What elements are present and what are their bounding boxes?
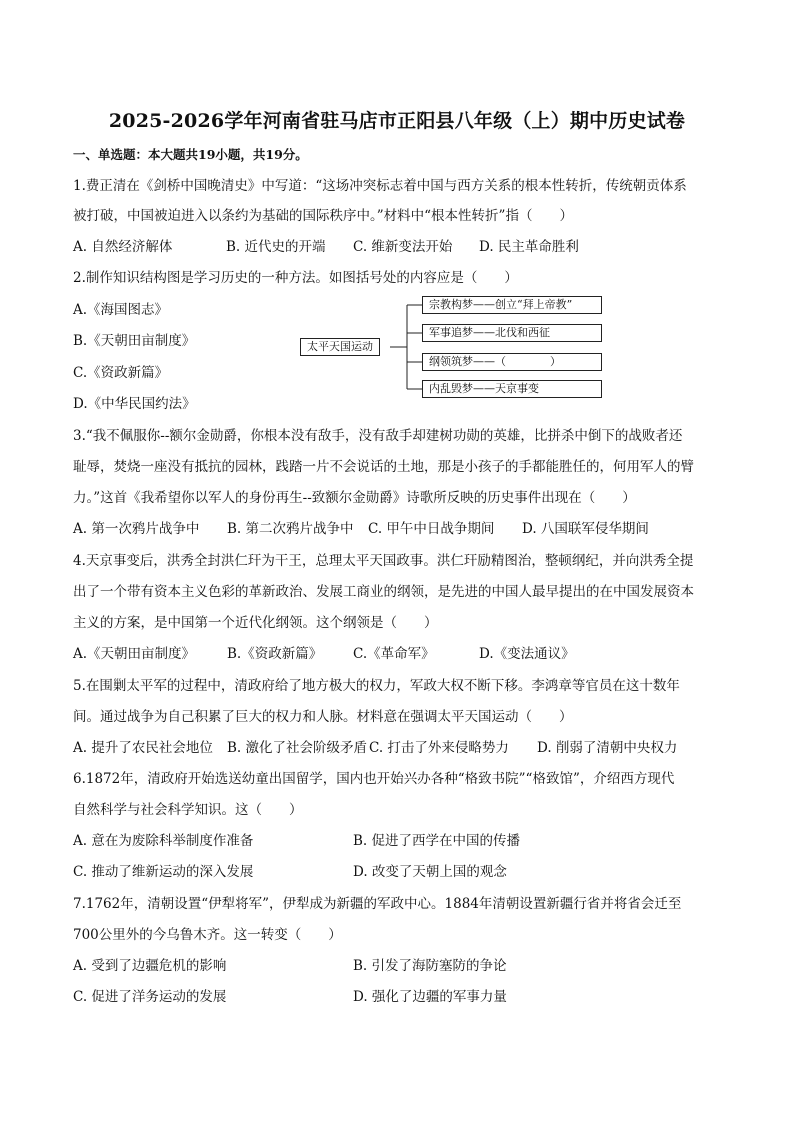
question-6-option-a[interactable]: A. 意在为废除科举制度作准备 — [73, 833, 254, 849]
question-6-option-c[interactable]: C. 推动了维新运动的深入发展 — [73, 864, 254, 880]
question-3-options — [73, 520, 649, 538]
question-1-stem-line-2: 被打破，中国被迫进入以条约为基础的国际秩序中。”材料中“根本性转折”指（ ） — [73, 208, 573, 224]
knowledge-structure-diagram — [300, 295, 610, 401]
question-3-stem-line-3: 力。”这首《我希望你以军人的身份再生--致额尔金勋爵》诗歌所反映的历史事件出现在（ ） — [73, 490, 636, 506]
question-4-option-b[interactable]: B.《资政新篇》 — [227, 646, 323, 662]
question-2-option-d[interactable]: D.《中华民国约法》 — [73, 396, 196, 412]
question-7-stem-line-1: 7.1762年，清朝设置“伊犁将军”，伊犁成为新疆的军政中心。1884年清朝设置新疆行省并将省会迁至 — [73, 896, 682, 912]
question-5-option-a[interactable]: A. 提升了农民社会地位 — [73, 740, 213, 756]
question-7-option-b[interactable]: B. 引发了海防塞防的争论 — [353, 958, 507, 974]
question-7-option-d[interactable]: D. 强化了边疆的军事力量 — [353, 989, 507, 1005]
question-1-option-d[interactable]: D. 民主革命胜利 — [479, 239, 579, 255]
diagram-root-box: 太平天国运动 — [300, 338, 380, 356]
question-4-stem-line-2: 出了一个带有资本主义色彩的革新政治、发展工商业的纲领，是先进的中国人最早提出的在中国发展资本 — [73, 584, 694, 600]
question-7-stem-line-2: 700公里外的今乌鲁木齐。这一转变（ ） — [73, 927, 342, 943]
question-1-option-a[interactable]: A. 自然经济解体 — [73, 239, 173, 255]
question-6-stem-line-1: 6.1872年，清政府开始选送幼童出国留学，国内也开始兴办各种“格致书院”“格致馆”，介绍西方现代 — [73, 771, 675, 787]
diagram-branch-1: 宗教构梦——创立“拜上帝教” — [422, 296, 602, 314]
question-3-stem-line-2: 耻辱，焚烧一座没有抵抗的园林，践踏一片不会说话的土地，那是小孩子的手都能胜任的，何用军人的臂 — [73, 459, 694, 475]
question-1-options — [73, 238, 579, 256]
question-6-option-b[interactable]: B. 促进了西学在中国的传播 — [353, 833, 521, 849]
question-3-stem-line-1: 3.“我不佩服你--额尔金勋爵，你根本没有敌手，没有敌手却建树功勋的英雄，比拼杀中倒下的战败者还 — [73, 428, 683, 444]
question-7-option-a[interactable]: A. 受到了边疆危机的影响 — [73, 958, 227, 974]
question-3-option-c[interactable]: C. 甲午中日战争期间 — [368, 521, 495, 537]
question-3-option-a[interactable]: A. 第一次鸦片战争中 — [73, 521, 200, 537]
question-6-stem-line-2: 自然科学与社会科学知识。这（ ） — [73, 802, 303, 818]
question-4-stem-line-3: 主义的方案，是中国第一个近代化纲领。这个纲领是（ ） — [73, 615, 438, 631]
question-5-option-b[interactable]: B. 激化了社会阶级矛盾 — [227, 740, 368, 756]
question-5-stem-line-2: 间。通过战争为自己积累了巨大的权力和人脉。材料意在强调太平天国运动（ ） — [73, 709, 573, 725]
question-7-option-c[interactable]: C. 促进了洋务运动的发展 — [73, 989, 227, 1005]
page-title: 2025-2026学年河南省驻马店市正阳县八年级（上）期中历史试卷 — [108, 110, 686, 132]
question-4-stem-line-1: 4.天京事变后，洪秀全封洪仁玕为干王，总理太平天国政事。洪仁玕励精图治，整顿纲纪，并向洪秀全提 — [73, 553, 694, 569]
question-5-option-c[interactable]: C. 打击了外来侵略势力 — [369, 740, 509, 756]
question-2-option-c[interactable]: C.《资政新篇》 — [73, 365, 169, 381]
question-1-option-b[interactable]: B. 近代史的开端 — [226, 239, 326, 255]
question-3-option-b[interactable]: B. 第二次鸦片战争中 — [227, 521, 354, 537]
question-4-option-a[interactable]: A.《天朝田亩制度》 — [73, 646, 196, 662]
question-4-option-d[interactable]: D.《变法通议》 — [479, 646, 575, 662]
question-6-option-d[interactable]: D. 改变了天朝上国的观念 — [353, 864, 507, 880]
diagram-branch-3: 纲领筑梦——（ ） — [422, 353, 602, 371]
question-5-options — [73, 739, 677, 757]
question-1-option-c[interactable]: C. 维新变法开始 — [353, 239, 453, 255]
question-2-option-a[interactable]: A.《海国图志》 — [73, 302, 169, 318]
question-4-option-c[interactable]: C.《革命军》 — [353, 646, 435, 662]
section-heading: 一、单选题：本大题共19小题，共19分。 — [73, 147, 308, 162]
question-2-option-b[interactable]: B.《天朝田亩制度》 — [73, 333, 196, 349]
question-1-stem-line-1: 1.费正清在《剑桥中国晚清史》中写道：“这场冲突标志着中国与西方关系的根本性转折，传统朝贡体系 — [73, 178, 687, 194]
question-4-options — [73, 645, 575, 663]
question-2-stem: 2.制作知识结构图是学习历史的一种方法。如图括号处的内容应是（ ） — [73, 270, 518, 286]
question-5-option-d[interactable]: D. 削弱了清朝中央权力 — [537, 740, 678, 756]
diagram-branch-2: 军事追梦——北伐和西征 — [422, 324, 602, 342]
diagram-branch-4: 内乱毁梦——天京事变 — [422, 380, 602, 398]
question-5-stem-line-1: 5.在围剿太平军的过程中，清政府给了地方极大的权力，军政大权不断下移。李鸿章等官员在这十数年 — [73, 678, 680, 694]
question-3-option-d[interactable]: D. 八国联军侵华期间 — [522, 521, 649, 537]
